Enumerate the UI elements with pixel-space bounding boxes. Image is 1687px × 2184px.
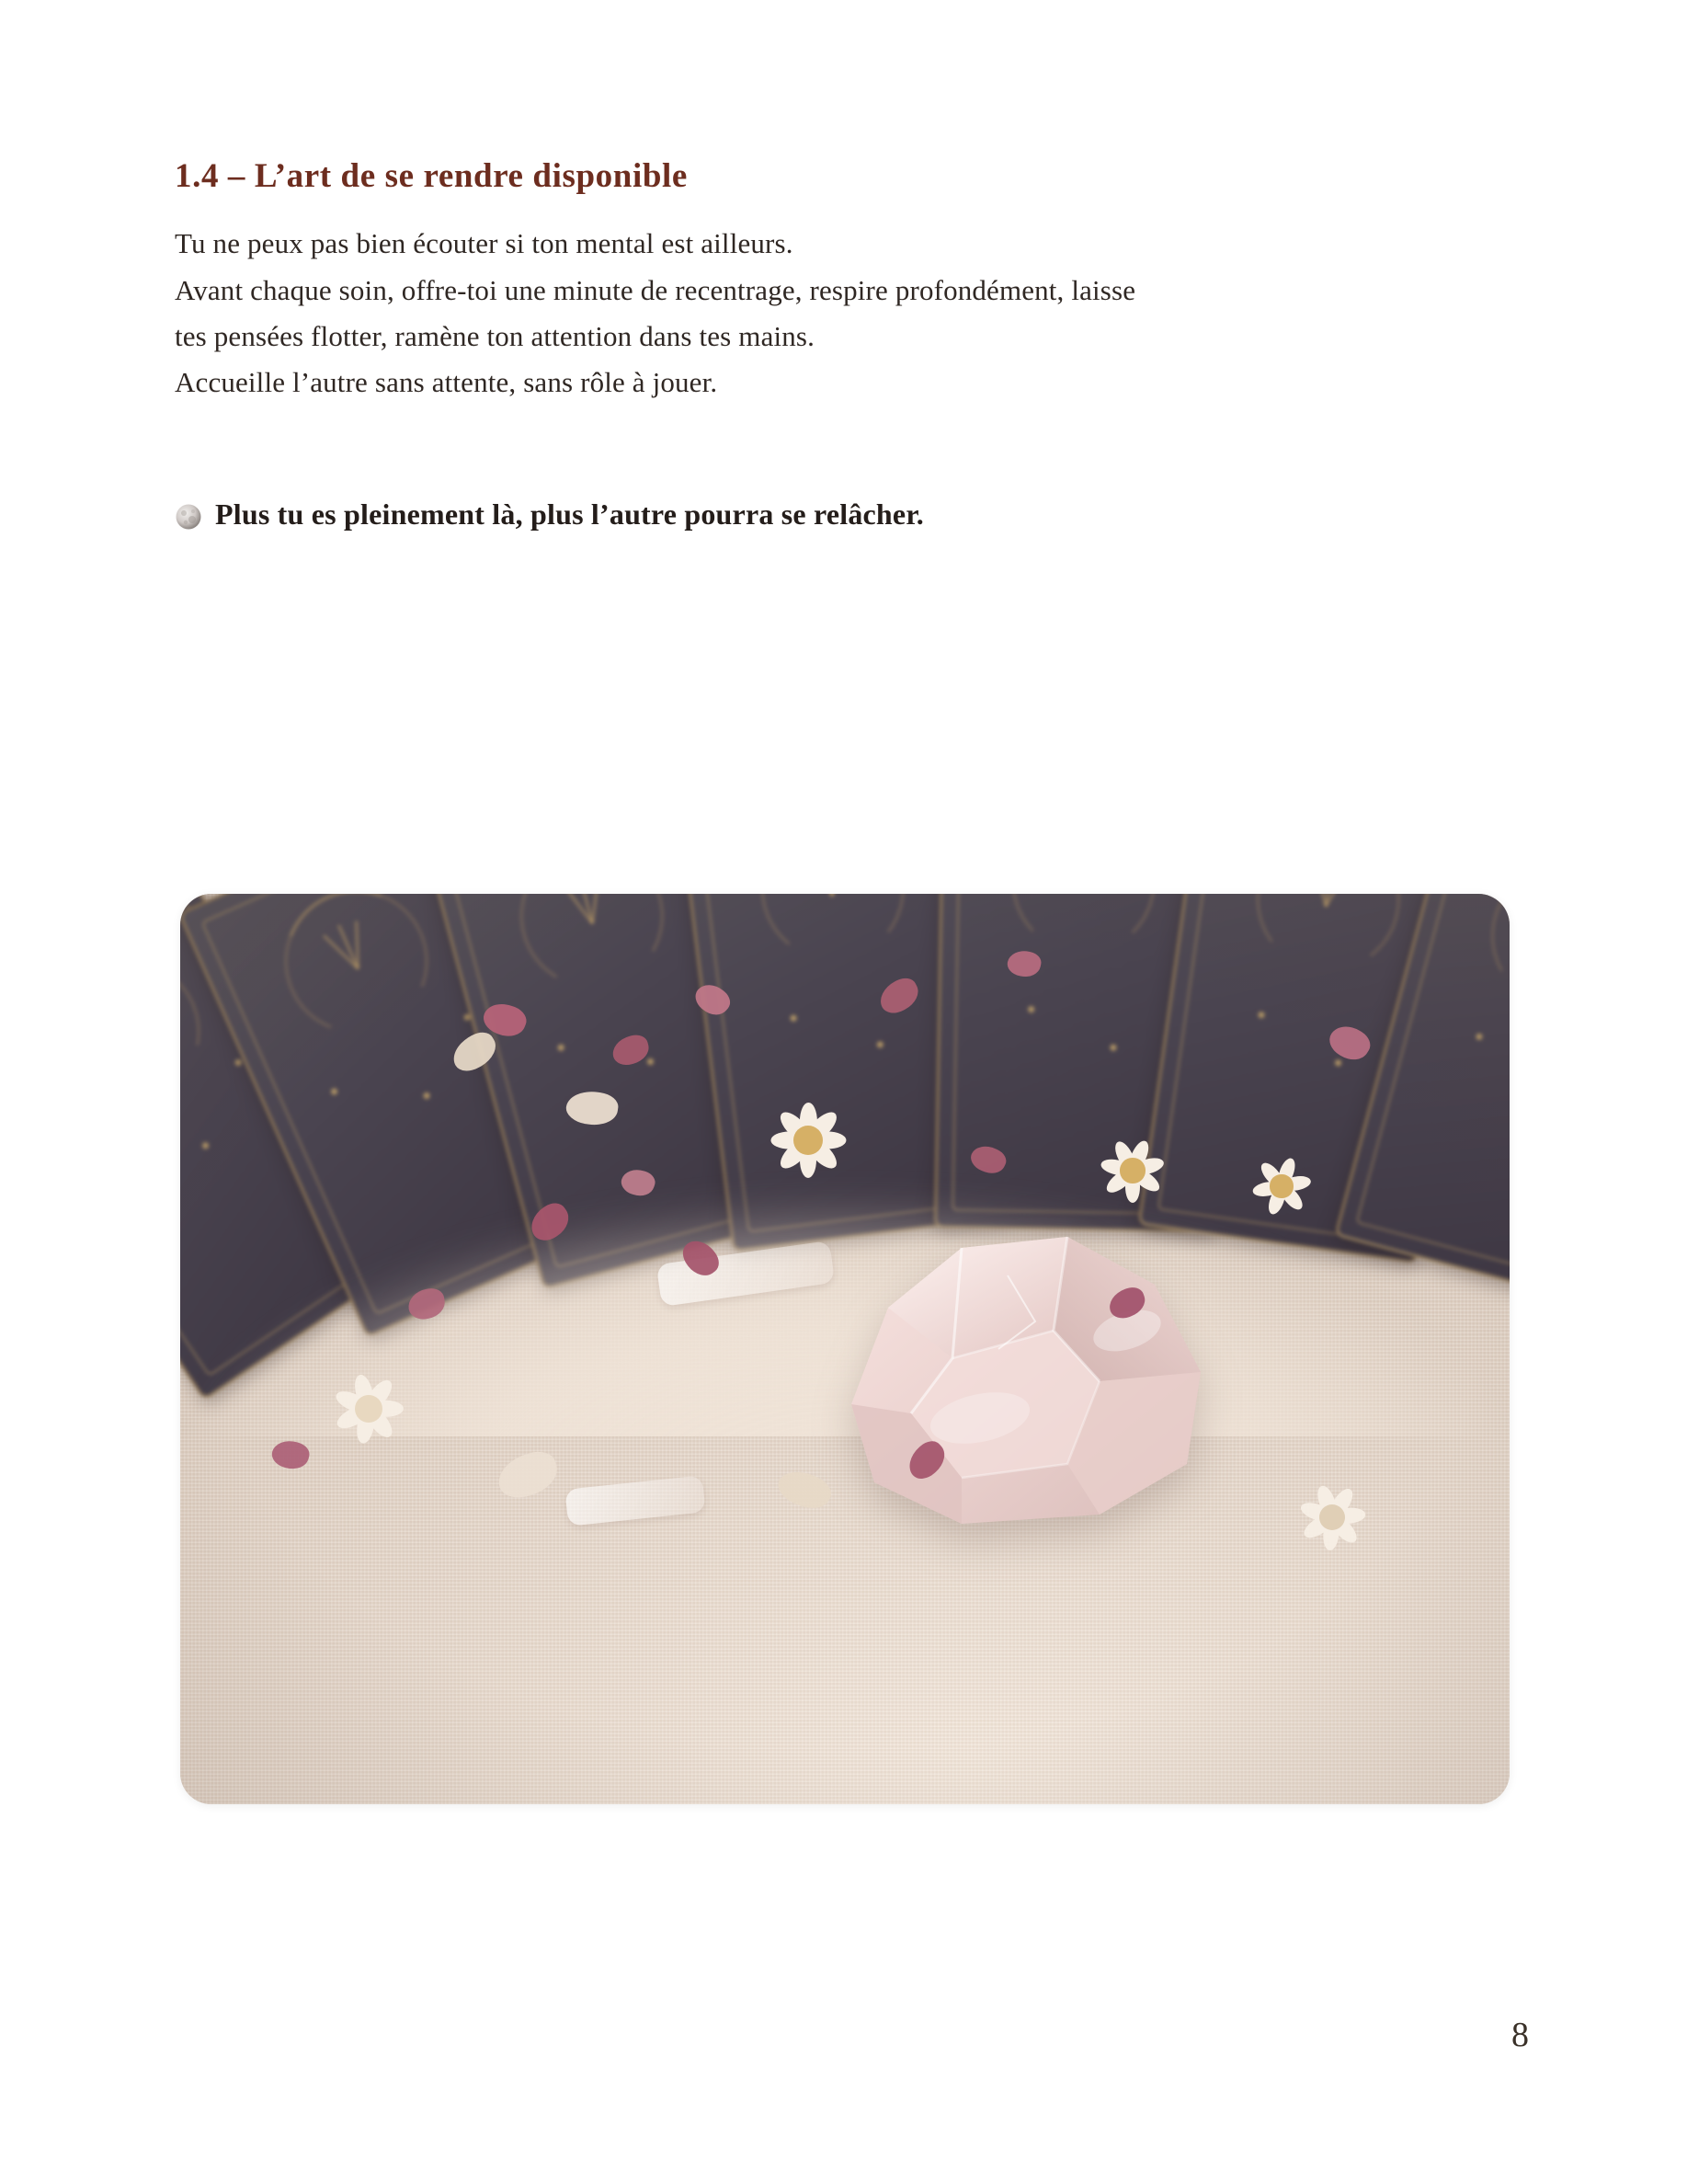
- dried-daisy: [769, 1101, 848, 1180]
- rose-quartz-crystal: [824, 1220, 1219, 1533]
- highlight-text: Plus tu es pleinement là, plus l’autre pourra se relâcher.: [215, 497, 924, 532]
- dried-daisy: [1251, 1156, 1312, 1217]
- dried-daisy: [1297, 1482, 1367, 1552]
- rose-quartz-and-tarot-cards-photo: [180, 894, 1510, 1804]
- body-line-1: Tu ne peux pas bien écouter si ton mental est ailleurs.: [175, 227, 793, 260]
- body-line-3: tes pensées flotter, ramène ton attention dans tes mains.: [175, 319, 815, 352]
- page-title: 1.4 – L’art de se rendre disponible: [175, 157, 688, 195]
- highlight-callout: [175, 494, 1512, 535]
- body-line-4: Accueille l’autre sans attente, sans rôle à jouer.: [175, 366, 718, 399]
- moon-icon: [175, 503, 202, 531]
- body-paragraph: [175, 221, 1512, 406]
- dried-daisy: [1100, 1138, 1166, 1204]
- dried-daisy: [332, 1372, 405, 1446]
- photo-canvas: [180, 894, 1510, 1804]
- page-number: 8: [1511, 2016, 1529, 2054]
- body-line-2: Avant chaque soin, offre-toi une minute de recentrage, respire profondément, laisse: [175, 273, 1136, 306]
- page-content: [175, 156, 1512, 535]
